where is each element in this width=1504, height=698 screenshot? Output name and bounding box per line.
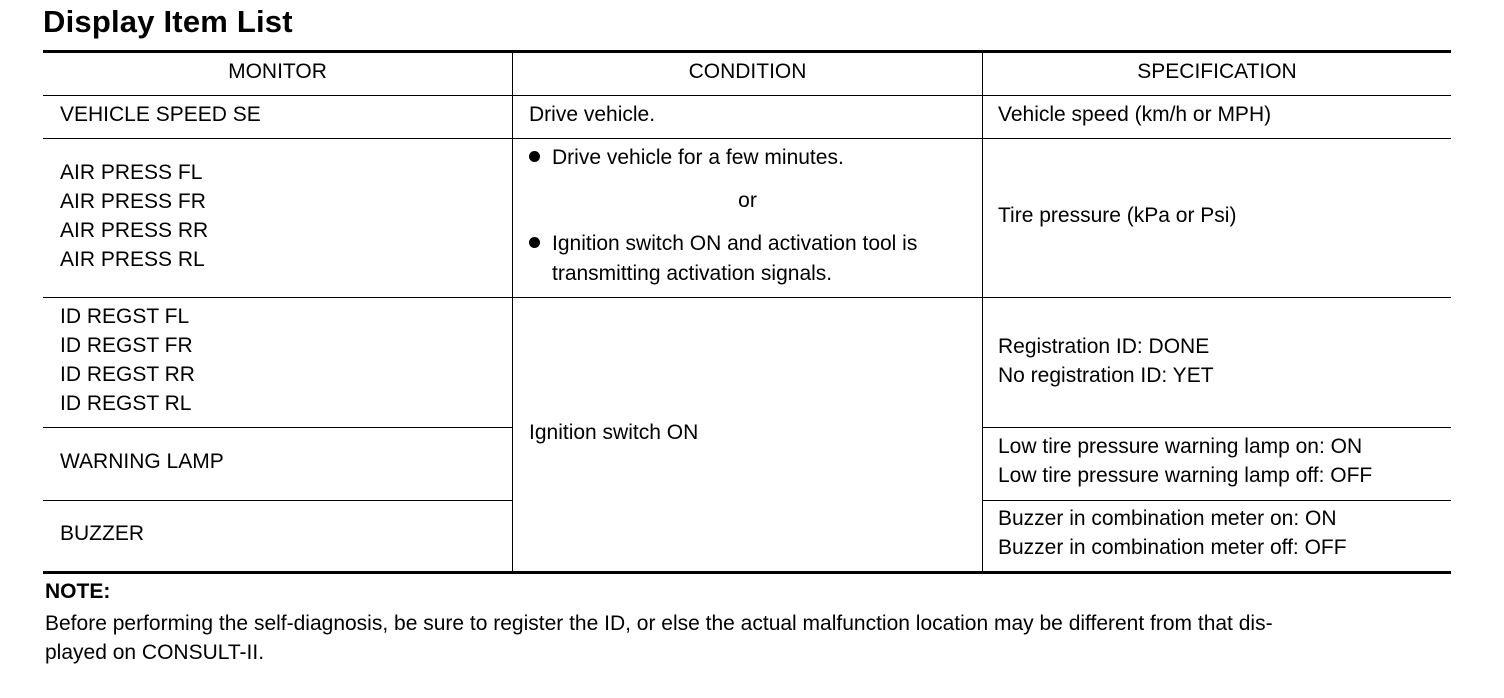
spec-line: Registration ID: DONE: [998, 335, 1210, 358]
table-top-rule: [43, 50, 1451, 53]
row-divider: [43, 427, 512, 428]
spec-warning-lamp: [998, 432, 1372, 490]
monitor-line: AIR PRESS RR: [60, 219, 209, 242]
bullet-icon: [529, 151, 540, 162]
condition-bullet-2-cont: transmitting activation signals.: [552, 262, 833, 285]
spec-vehicle-speed: [998, 100, 1271, 129]
header-monitor: MONITOR: [228, 60, 327, 83]
monitor-line: WARNING LAMP: [60, 450, 224, 473]
note-title: NOTE:: [45, 580, 111, 603]
monitor-line: AIR PRESS RL: [60, 248, 205, 271]
monitor-id-regst: [60, 302, 195, 418]
row-divider: [43, 297, 1451, 298]
condition-or: or: [738, 189, 757, 212]
page-title: Display Item List: [43, 4, 293, 39]
spec-line: Low tire pressure warning lamp off: OFF: [998, 464, 1373, 487]
spec-line: Vehicle speed (km/h or MPH): [998, 103, 1272, 126]
header-specification: SPECIFICATION: [1137, 60, 1297, 83]
monitor-line: ID REGST RL: [60, 392, 192, 415]
monitor-buzzer: [60, 519, 144, 548]
header-divider: [43, 95, 1451, 96]
monitor-line: VEHICLE SPEED SE: [60, 103, 261, 126]
spec-buzzer: [998, 504, 1347, 562]
spec-line: Buzzer in combination meter off: OFF: [998, 536, 1347, 559]
condition-bullet-text: Drive vehicle for a few minutes.: [552, 146, 844, 169]
note-line: Before performing the self-diagnosis, be sure to register the ID, or else the actual malfunction location may be different from that dis-: [45, 612, 1273, 635]
monitor-line: BUZZER: [60, 522, 144, 545]
column-divider: [982, 50, 983, 574]
condition-ignition-on: Ignition switch ON: [529, 421, 699, 444]
note-body: [45, 609, 1453, 667]
display-item-table: [43, 50, 1451, 575]
row-divider: [43, 500, 512, 501]
bullet-icon: [529, 237, 540, 248]
row-divider: [982, 500, 1451, 501]
spec-id-regst: [998, 332, 1214, 390]
row-divider: [982, 427, 1451, 428]
spec-line: Buzzer in combination meter on: ON: [998, 507, 1337, 530]
table-bottom-rule: [43, 571, 1451, 574]
condition-bullet-text: Ignition switch ON and activation tool is: [552, 232, 918, 255]
monitor-air-press: [60, 158, 208, 274]
monitor-vehicle-speed: [60, 100, 261, 129]
monitor-line: ID REGST FR: [60, 334, 193, 357]
spec-air-press: [998, 201, 1236, 230]
monitor-line: AIR PRESS FR: [60, 190, 206, 213]
spec-line: No registration ID: YET: [998, 364, 1214, 387]
monitor-warning-lamp: [60, 447, 224, 476]
monitor-line: ID REGST RR: [60, 363, 195, 386]
condition-bullet-1: [529, 143, 844, 172]
note-line: played on CONSULT-II.: [45, 641, 265, 664]
condition-bullet-2: [529, 229, 917, 258]
spec-line: Tire pressure (kPa or Psi): [998, 204, 1237, 227]
header-condition: CONDITION: [688, 60, 807, 83]
monitor-line: AIR PRESS FL: [60, 161, 203, 184]
monitor-line: ID REGST FL: [60, 305, 190, 328]
spec-line: Low tire pressure warning lamp on: ON: [998, 435, 1363, 458]
row-divider: [43, 138, 1451, 139]
condition-vehicle-speed: Drive vehicle.: [529, 103, 656, 126]
column-divider: [512, 50, 513, 574]
